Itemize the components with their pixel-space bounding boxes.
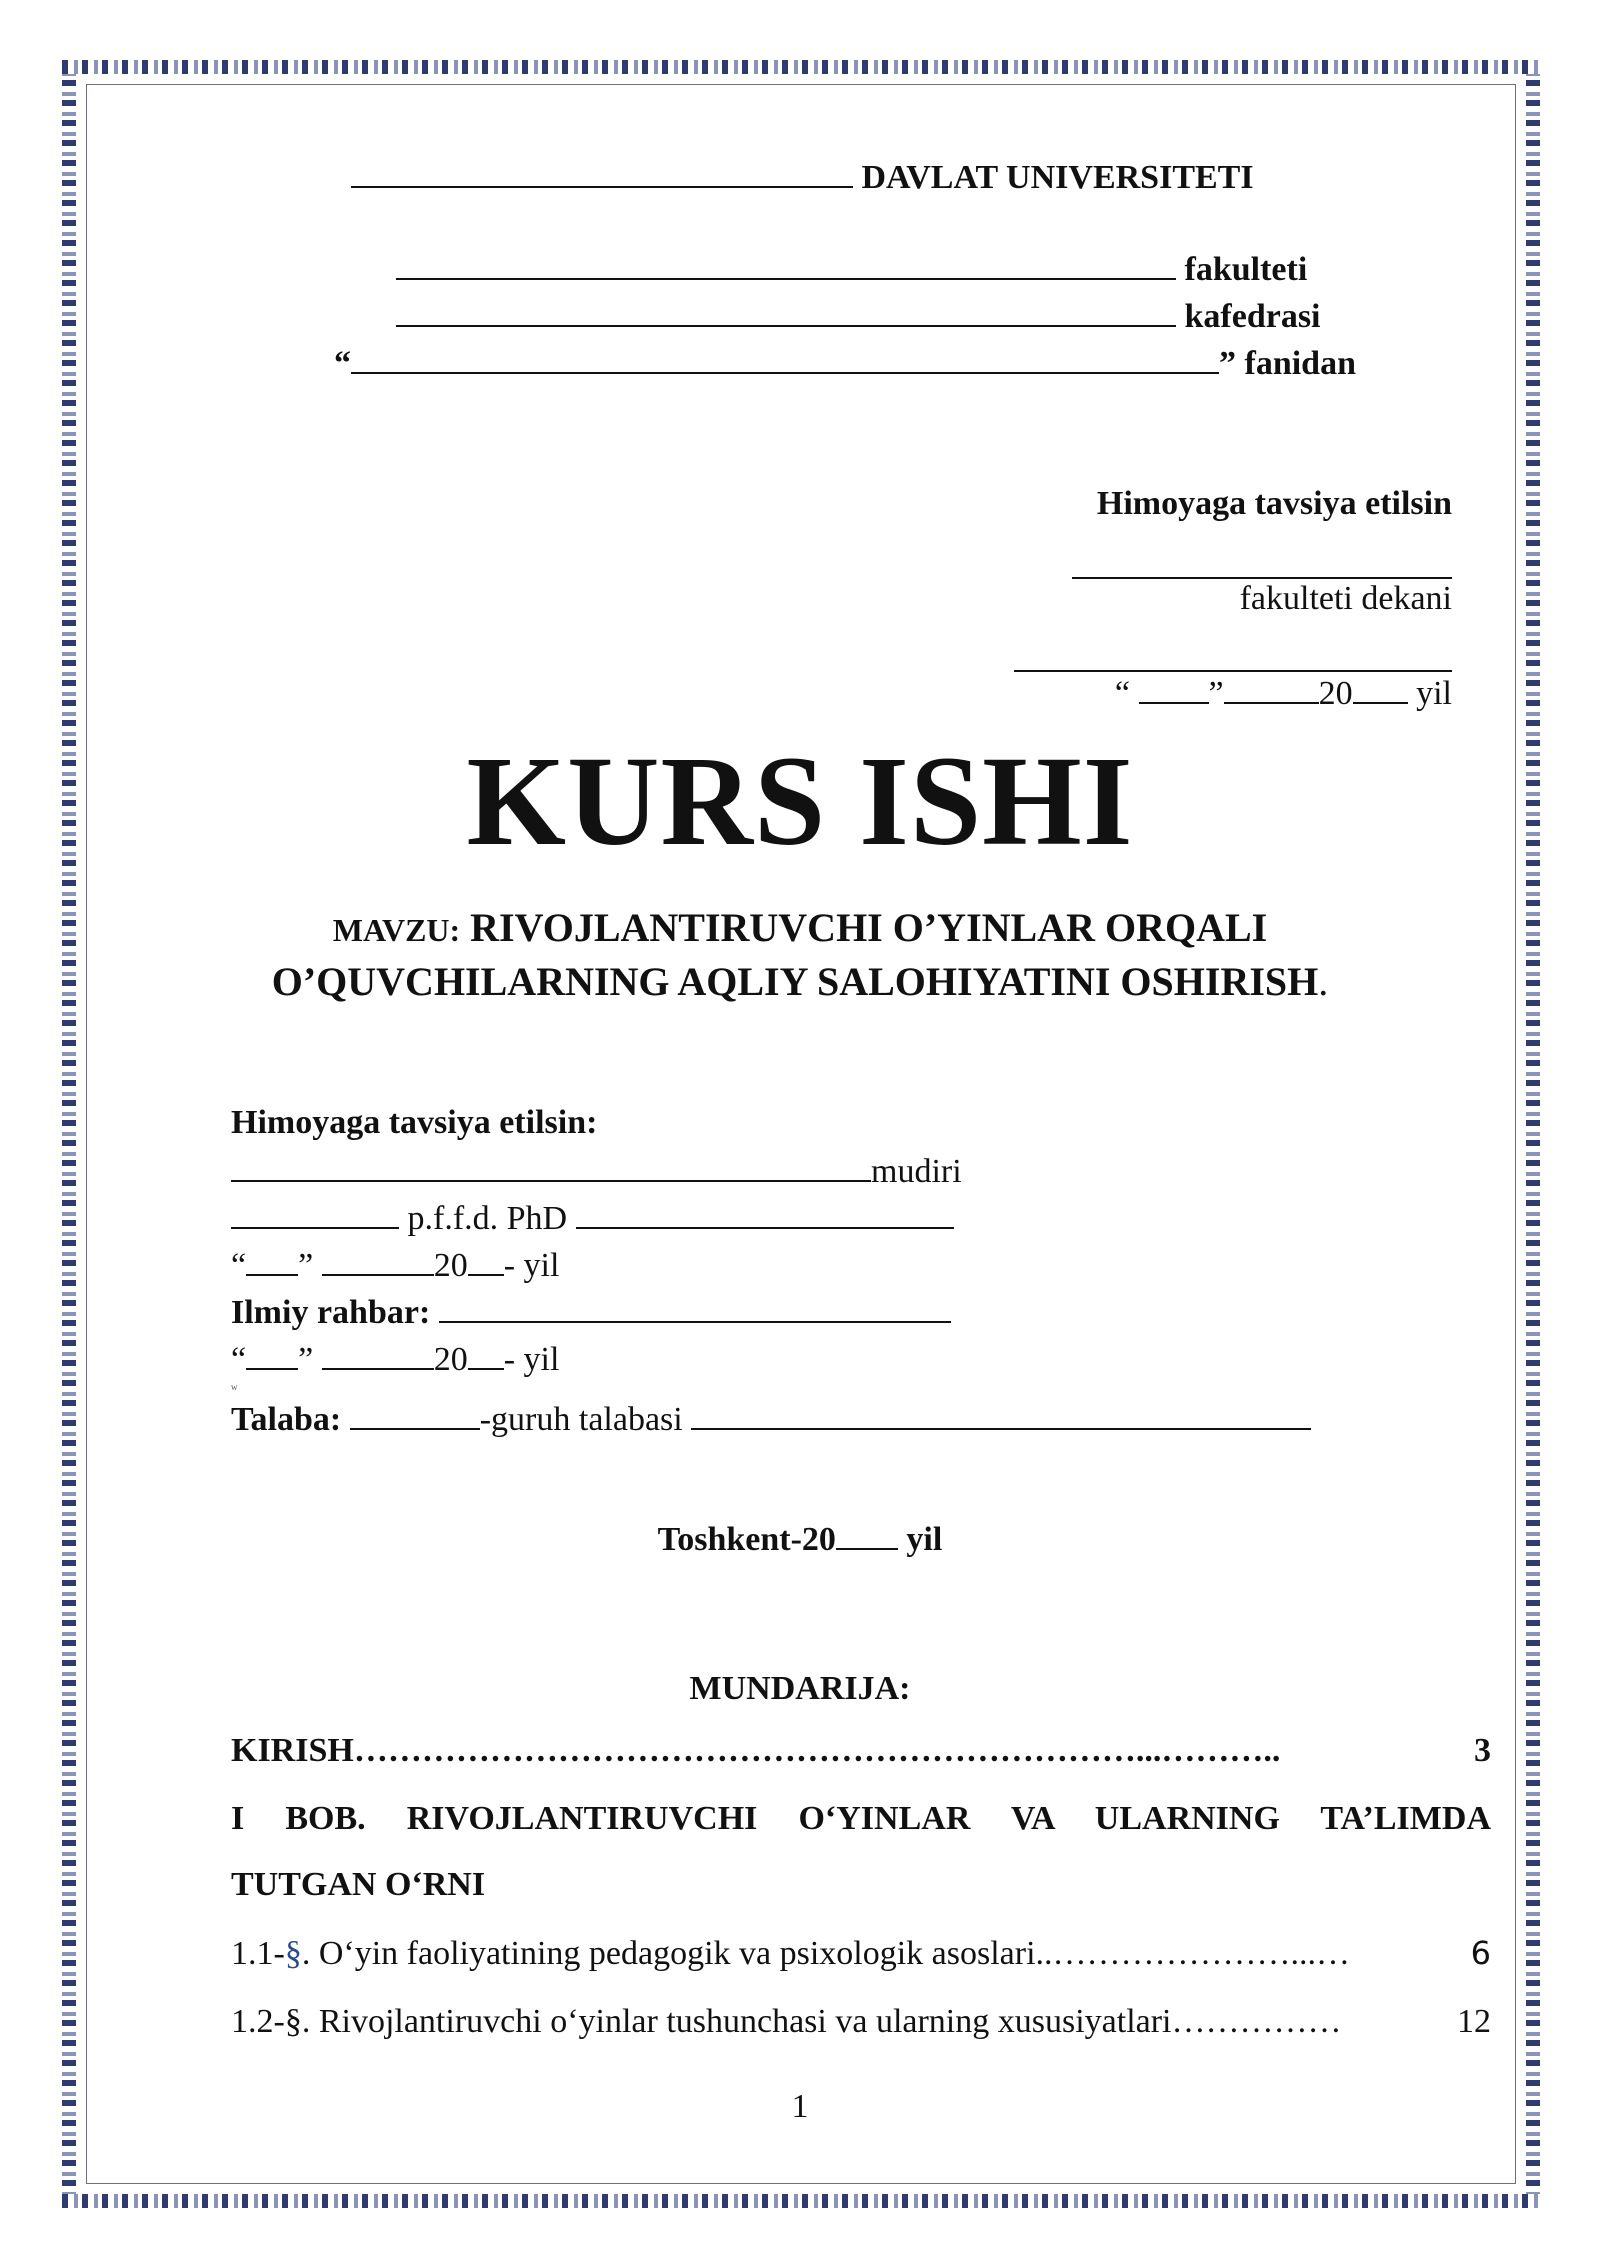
blank-line [1014, 640, 1452, 672]
blank-line [350, 1398, 480, 1430]
blank-line [322, 1338, 434, 1370]
blank-line [468, 1338, 504, 1370]
year-prefix: 20 [1318, 675, 1353, 712]
toc-item-dots: …………… [1171, 2003, 1342, 2040]
blank-line [1224, 672, 1319, 704]
blank-line [322, 1244, 434, 1276]
toc-heading: MUNDARIJA: [689, 1670, 911, 1707]
toc-item-text: . Rivojlantiruvchi o‘yinlar tushunchasi va ularning xususiyatlari [301, 2003, 1172, 2040]
toc-item-number: 1.2- [231, 2003, 285, 2040]
quote-close: ” [298, 1247, 314, 1284]
dean-role: fakulteti dekani [1239, 580, 1452, 617]
small-mark: w [231, 1382, 238, 1392]
toc-item-page: 6 [1470, 1934, 1491, 1972]
blank-line [396, 295, 1176, 327]
subject-label: ” fanidan [1219, 345, 1356, 382]
year-suffix: - yil [503, 1341, 560, 1378]
quote-open: “ [1114, 675, 1130, 712]
student-label: Talaba: [231, 1401, 342, 1438]
blank-line [246, 1244, 298, 1276]
group-text: -guruh talabasi [479, 1401, 683, 1438]
blank-line [231, 1150, 871, 1182]
blank-line [1139, 672, 1209, 704]
toc-intro-page: 3 [1474, 1732, 1491, 1769]
blank-line [396, 248, 1176, 280]
date-line-2 [231, 1338, 559, 1379]
year-suffix: - yil [503, 1247, 560, 1284]
head-role: mudiri [871, 1153, 962, 1190]
toc-item-1 [231, 1934, 1491, 1973]
quote-close: ” [1208, 675, 1224, 712]
advisor-label: Ilmiy rahbar: [231, 1294, 431, 1331]
department-label: kafedrasi [1184, 298, 1321, 335]
advisor-line [231, 1291, 951, 1332]
section-sign: § [284, 2003, 302, 2040]
quote-close: ” [298, 1341, 314, 1378]
blank-line [439, 1291, 951, 1323]
blank-line [468, 1244, 504, 1276]
year-prefix: 20 [433, 1247, 468, 1284]
blank-line [1353, 672, 1408, 704]
main-title: KURS ISHI [466, 730, 1134, 872]
toc-item-title [231, 1935, 1053, 1973]
topic-line-2 [0, 958, 1600, 1005]
toc-intro-dots: ……………………………………………………………...……….. [353, 1732, 1281, 1769]
quote-open: “ [334, 345, 351, 382]
faculty-line [396, 248, 1307, 289]
toc-chapter-line-1: I BOB. RIVOJLANTIRUVCHI O‘YINLAR VA ULARNING TA’LIMDA [231, 1800, 1491, 1837]
dean-approval-title: Himoyaga tavsiya etilsin [1096, 485, 1452, 522]
university-name: DAVLAT UNIVERSITETI [861, 159, 1254, 196]
subject-line [334, 342, 1356, 383]
topic-label: MAVZU: [332, 912, 461, 948]
university-line [351, 156, 1254, 197]
date-line-1 [231, 1244, 559, 1285]
toc-item-2 [231, 2003, 1491, 2041]
approval-title: Himoyaga tavsiya etilsin: [231, 1104, 598, 1141]
blank-line [576, 1197, 954, 1229]
toc-intro [231, 1732, 1491, 1770]
degree-line [231, 1197, 954, 1238]
toc-chapter-line-2: TUTGAN O‘RNI [231, 1866, 486, 1903]
year-prefix: 20 [433, 1341, 468, 1378]
section-sign: § [284, 1935, 302, 1972]
faculty-label: fakulteti [1184, 251, 1308, 288]
blank-line [351, 342, 1219, 374]
topic-period: . [1318, 959, 1329, 1004]
toc-item-title [231, 2003, 1172, 2041]
toc-item-text: . O‘yin faoliyatining pedagogik va psixologik asoslari.. [301, 1935, 1053, 1972]
toc-item-page: 12 [1457, 2003, 1491, 2040]
dean-date [1115, 672, 1452, 713]
toc-item-dots: …………………...… [1052, 1935, 1351, 1972]
blank-line [246, 1338, 298, 1370]
topic-text-1: RIVOJLANTIRUVCHI O’YINLAR ORQALI [470, 905, 1268, 950]
place-year [0, 1518, 1600, 1559]
quote-open: “ [231, 1341, 247, 1378]
page-number: 1 [791, 2088, 809, 2125]
toc-intro-title: KIRISH [231, 1732, 354, 1769]
student-line [231, 1398, 1311, 1439]
toc-item-number: 1.1- [231, 1935, 285, 1972]
head-line [231, 1150, 962, 1191]
city-label: Toshkent-20 [657, 1521, 836, 1558]
topic-text-2: O’QUVCHILARNING AQLIY SALOHIYATINI OSHIRISH [271, 959, 1319, 1004]
blank-line [691, 1398, 1311, 1430]
year-suffix: yil [1416, 675, 1452, 712]
blank-line [836, 1518, 898, 1550]
department-line [396, 295, 1321, 336]
blank-line [1072, 547, 1452, 579]
year-suffix: yil [906, 1521, 943, 1558]
topic-line-1 [0, 904, 1600, 951]
quote-open: “ [231, 1247, 247, 1284]
blank-line [231, 1197, 399, 1229]
blank-line [351, 156, 853, 188]
degree-label: p.f.f.d. PhD [407, 1200, 568, 1237]
